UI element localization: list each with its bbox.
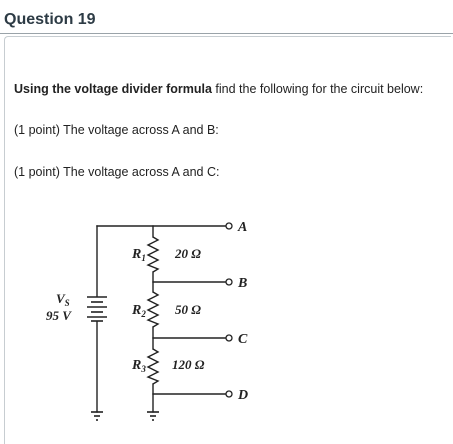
part-2-label: (1 point) The voltage across A and C: bbox=[14, 165, 220, 179]
resistor-r2-value: 50 Ω bbox=[175, 302, 201, 317]
resistor-r2 bbox=[148, 292, 158, 327]
terminal-d bbox=[226, 391, 232, 397]
resistor-r1 bbox=[148, 237, 158, 272]
resistor-r3 bbox=[148, 349, 158, 384]
node-label-b: B bbox=[238, 276, 248, 291]
prompt-bold-text: Using the voltage divider formula bbox=[14, 82, 212, 96]
resistor-r2-name: $R_2$ bbox=[132, 303, 146, 319]
source-name: $V_S$ bbox=[56, 291, 70, 308]
part-1-label: (1 point) The voltage across A and B: bbox=[14, 123, 219, 137]
resistor-r1-value: 20 Ω bbox=[175, 246, 201, 261]
node-label-a: A bbox=[238, 220, 248, 235]
resistor-r1-name: $R_1$ bbox=[132, 247, 146, 263]
prompt-text: find the following for the circuit below: bbox=[211, 82, 424, 96]
terminal-b bbox=[226, 279, 232, 285]
node-label-c: C bbox=[238, 332, 248, 347]
terminal-c bbox=[226, 335, 232, 341]
source-value: 95 V bbox=[46, 308, 71, 323]
terminal-a bbox=[226, 223, 232, 229]
resistor-r3-value: 120 Ω bbox=[172, 357, 205, 372]
node-label-d: D bbox=[238, 388, 249, 403]
resistor-r3-name: $R_3$ bbox=[132, 358, 146, 374]
question-title: Question 19 bbox=[4, 11, 96, 28]
